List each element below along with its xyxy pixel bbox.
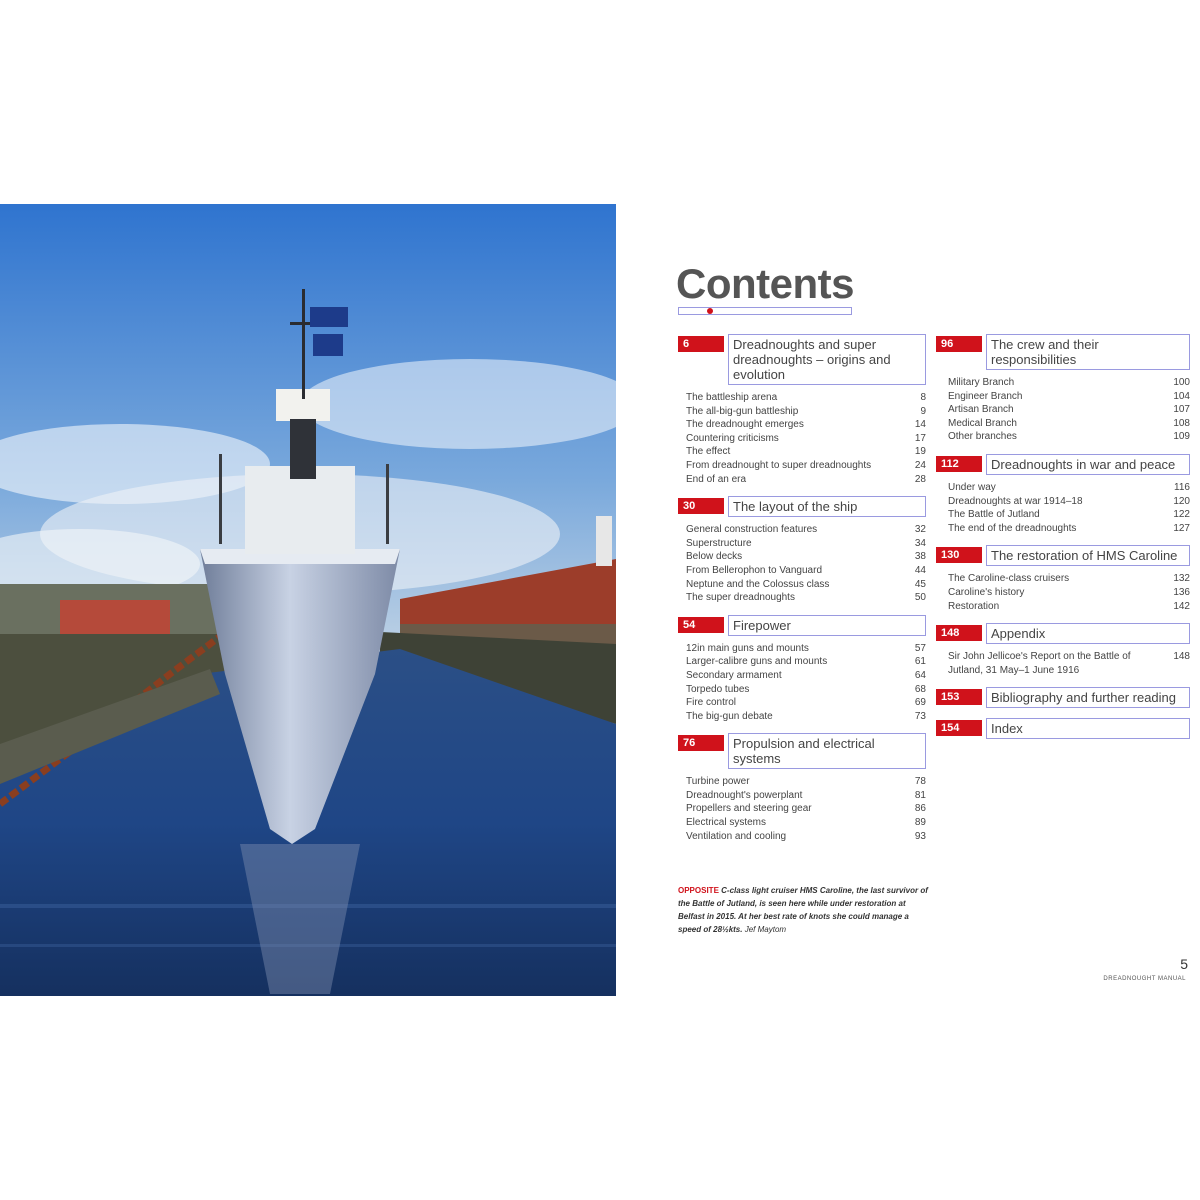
toc-entry[interactable] — [948, 522, 1190, 536]
section-title: Dreadnoughts and super dreadnoughts – origins and evolution — [728, 334, 926, 385]
section-page-badge: 148 — [936, 625, 982, 641]
toc-section-heading[interactable] — [678, 615, 926, 636]
toc-entry-page: 34 — [914, 537, 926, 549]
toc-entry[interactable] — [948, 586, 1190, 600]
toc-entry-page: 50 — [914, 592, 926, 604]
toc-entry-page: 28 — [914, 473, 926, 485]
toc-entry-page: 78 — [914, 776, 926, 788]
toc-entry-label: The Caroline-class cruisers — [948, 573, 1070, 585]
toc-entry-page: 19 — [914, 446, 926, 458]
toc-entry-page: 89 — [914, 817, 926, 829]
section-title: The layout of the ship — [728, 496, 926, 517]
caption-body: C-class light cruiser HMS Caroline, the last survivor of the Battle of Jutland, is seen here while under restoration at Belfast in 2015. At her best rate of knots she could manage a speed of 28½kts. — [678, 886, 928, 934]
ship-photo — [0, 204, 616, 996]
toc-section — [936, 334, 1190, 444]
toc-entry-list — [678, 523, 926, 605]
section-page-badge: 6 — [678, 336, 724, 352]
toc-entry-page: 61 — [914, 656, 926, 668]
toc-entry-label: Neptune and the Colossus class — [686, 578, 830, 590]
toc-entry[interactable] — [948, 481, 1190, 495]
toc-entry[interactable] — [948, 417, 1190, 431]
toc-entry-label: Medical Branch — [948, 417, 1017, 429]
toc-entry-label: The effect — [686, 446, 731, 458]
toc-section-heading[interactable] — [678, 733, 926, 769]
toc-entry-page: 73 — [914, 710, 926, 722]
toc-entry[interactable] — [686, 523, 926, 537]
toc-entry[interactable] — [686, 537, 926, 551]
photo-caption — [678, 884, 928, 936]
toc-entry-page: 127 — [1173, 522, 1190, 534]
toc-section — [678, 615, 926, 724]
toc-entry[interactable] — [686, 564, 926, 578]
toc-entry[interactable] — [686, 432, 926, 446]
toc-entry-list — [678, 391, 926, 486]
toc-entry[interactable] — [686, 445, 926, 459]
toc-entry-page: 17 — [914, 432, 926, 444]
toc-entry-label: Larger-calibre guns and mounts — [686, 656, 828, 668]
toc-entry-list — [936, 481, 1190, 535]
toc-entry-label: The Battle of Jutland — [948, 509, 1040, 521]
toc-entry-page: 64 — [914, 669, 926, 681]
toc-entry-label: Ventilation and cooling — [686, 830, 787, 842]
red-dot-icon — [707, 308, 713, 314]
toc-entry-label: Military Branch — [948, 377, 1015, 388]
toc-entry-label: Torpedo tubes — [686, 683, 750, 695]
title-underline — [678, 307, 852, 315]
toc-entry[interactable] — [686, 550, 926, 564]
toc-entry[interactable] — [686, 816, 926, 830]
page-number: 5 — [1180, 956, 1188, 972]
toc-entry-page: 57 — [914, 642, 926, 654]
caption-lead: OPPOSITE — [678, 886, 719, 895]
toc-entry-page: 14 — [914, 419, 926, 431]
toc-entry[interactable] — [686, 696, 926, 710]
toc-entry[interactable] — [948, 495, 1190, 509]
toc-entry-label: Other branches — [948, 431, 1017, 443]
toc-entry[interactable] — [686, 789, 926, 803]
toc-entry-page: 24 — [914, 459, 926, 471]
contents-page — [616, 204, 1200, 996]
section-page-badge: 54 — [678, 617, 724, 633]
section-page-badge: 76 — [678, 735, 724, 751]
toc-entry-page: 93 — [914, 830, 926, 842]
toc-entry-label: Sir John Jellicoe's Report on the Battle of Jutland, 31 May–1 June 1916 — [948, 651, 1131, 676]
toc-entry-label: Superstructure — [686, 537, 752, 549]
toc-entry[interactable] — [686, 802, 926, 816]
toc-entry-page: 68 — [914, 683, 926, 695]
toc-section-heading[interactable] — [936, 687, 1190, 708]
toc-entry-label: Dreadnoughts at war 1914–18 — [948, 495, 1083, 507]
toc-entry-label: The dreadnought emerges — [686, 419, 804, 431]
toc-section-heading[interactable] — [936, 545, 1190, 566]
toc-section-heading[interactable] — [936, 334, 1190, 370]
toc-entry-label: From dreadnought to super dreadnoughts — [686, 459, 872, 471]
toc-section — [678, 334, 926, 486]
toc-entry[interactable] — [948, 572, 1190, 586]
toc-section-heading[interactable] — [678, 334, 926, 385]
toc-entry-page: 108 — [1173, 417, 1190, 429]
section-title: Index — [986, 718, 1190, 739]
toc-entry[interactable] — [948, 430, 1190, 444]
toc-entry-page: 86 — [914, 803, 926, 815]
section-title: The crew and their responsibilities — [986, 334, 1190, 370]
toc-entry-list — [678, 775, 926, 843]
toc-entry-page: 122 — [1173, 509, 1190, 521]
toc-entry-page: 69 — [914, 697, 926, 709]
toc-entry-list — [936, 572, 1190, 613]
section-page-badge: 153 — [936, 689, 982, 705]
toc-entry[interactable] — [686, 655, 926, 669]
toc-section-heading[interactable] — [936, 454, 1190, 475]
toc-entry-label: From Bellerophon to Vanguard — [686, 564, 823, 576]
toc-entry-page: 120 — [1173, 495, 1190, 507]
toc-entry[interactable] — [686, 591, 926, 605]
toc-entry[interactable] — [686, 775, 926, 789]
section-page-badge: 112 — [936, 456, 982, 472]
toc-entry-label: Artisan Branch — [948, 404, 1014, 416]
section-title: Bibliography and further reading — [986, 687, 1190, 708]
caption-credit: Jef Maytom — [744, 925, 787, 934]
toc-entry-page: 136 — [1173, 586, 1190, 598]
toc-entry-page: 8 — [920, 392, 926, 403]
section-page-badge: 154 — [936, 720, 982, 736]
toc-entry-label: General construction features — [686, 524, 818, 536]
toc-entry-label: Engineer Branch — [948, 390, 1023, 402]
toc-entry-label: Fire control — [686, 697, 737, 709]
toc-section-heading[interactable] — [936, 623, 1190, 644]
toc-entry-page: 148 — [1173, 651, 1190, 663]
section-page-badge: 96 — [936, 336, 982, 352]
toc-entry[interactable] — [686, 405, 926, 419]
toc-section — [936, 545, 1190, 613]
toc-entry[interactable] — [948, 508, 1190, 522]
section-title: The restoration of HMS Caroline — [986, 545, 1190, 566]
toc-entry-page: 100 — [1173, 377, 1190, 388]
section-title: Propulsion and electrical systems — [728, 733, 926, 769]
toc-entry[interactable] — [686, 710, 926, 724]
toc-entry[interactable] — [686, 830, 926, 844]
toc-entry-label: The all-big-gun battleship — [686, 405, 799, 417]
toc-entry-label: Restoration — [948, 600, 1000, 612]
toc-entry-label: Electrical systems — [686, 817, 767, 829]
toc-entry-label: Below decks — [686, 551, 743, 563]
toc-entry-list — [936, 376, 1190, 444]
running-footer: DREADNOUGHT MANUAL — [1103, 976, 1186, 982]
toc-entry[interactable] — [948, 650, 1190, 677]
toc-entry-label: The battleship arena — [686, 392, 778, 403]
toc-entry-page: 81 — [914, 789, 926, 801]
toc-entry-page: 32 — [914, 524, 926, 536]
toc-section — [678, 496, 926, 605]
toc-entry-label: The super dreadnoughts — [686, 592, 795, 604]
toc-entry[interactable] — [686, 459, 926, 473]
toc-entry-list — [678, 642, 926, 724]
toc-section-heading[interactable] — [678, 496, 926, 517]
toc-entry-label: Under way — [948, 481, 996, 493]
toc-entry-page: 109 — [1173, 431, 1190, 443]
section-title: Dreadnoughts in war and peace — [986, 454, 1190, 475]
toc-entry-label: 12in main guns and mounts — [686, 642, 809, 654]
section-page-badge: 30 — [678, 498, 724, 514]
toc-entry-page: 45 — [914, 578, 926, 590]
toc-entry[interactable] — [686, 683, 926, 697]
contents-column-right — [936, 334, 1190, 749]
toc-entry[interactable] — [686, 473, 926, 487]
toc-section — [936, 687, 1190, 708]
toc-entry-label: Secondary armament — [686, 669, 782, 681]
toc-section — [936, 454, 1190, 535]
toc-entry-label: Countering criticisms — [686, 432, 779, 444]
toc-entry-label: End of an era — [686, 473, 747, 485]
toc-section — [678, 733, 926, 843]
toc-entry[interactable] — [686, 578, 926, 592]
toc-entry-page: 116 — [1174, 481, 1190, 493]
toc-entry[interactable] — [686, 642, 926, 656]
toc-entry[interactable] — [686, 669, 926, 683]
toc-entry[interactable] — [686, 418, 926, 432]
section-page-badge: 130 — [936, 547, 982, 563]
toc-entry-label: Turbine power — [686, 776, 750, 788]
toc-entry-page: 132 — [1173, 573, 1190, 585]
toc-entry[interactable] — [948, 403, 1190, 417]
toc-section-heading[interactable] — [936, 718, 1190, 739]
section-title: Firepower — [728, 615, 926, 636]
toc-entry-label: Caroline's history — [948, 586, 1025, 598]
toc-entry-page: 104 — [1173, 390, 1190, 402]
toc-entry-page: 142 — [1173, 600, 1190, 612]
toc-entry-label: The end of the dreadnoughts — [948, 522, 1077, 534]
section-title: Appendix — [986, 623, 1190, 644]
toc-entry[interactable] — [948, 600, 1190, 614]
toc-entry-page: 107 — [1173, 404, 1190, 416]
toc-section — [936, 718, 1190, 739]
contents-column-left — [678, 334, 926, 853]
toc-entry-page: 9 — [920, 405, 926, 417]
toc-entry-page: 38 — [914, 551, 926, 563]
toc-entry-label: The big-gun debate — [686, 710, 773, 722]
toc-section — [936, 623, 1190, 677]
toc-entry-label: Propellers and steering gear — [686, 803, 812, 815]
toc-entry[interactable] — [686, 391, 926, 405]
toc-entry-page: 44 — [914, 564, 926, 576]
page-title: Contents — [676, 260, 854, 307]
toc-entry[interactable] — [948, 376, 1190, 390]
toc-entry[interactable] — [948, 390, 1190, 404]
toc-entry-label: Dreadnought's powerplant — [686, 789, 803, 801]
toc-entry-list — [936, 650, 1190, 677]
